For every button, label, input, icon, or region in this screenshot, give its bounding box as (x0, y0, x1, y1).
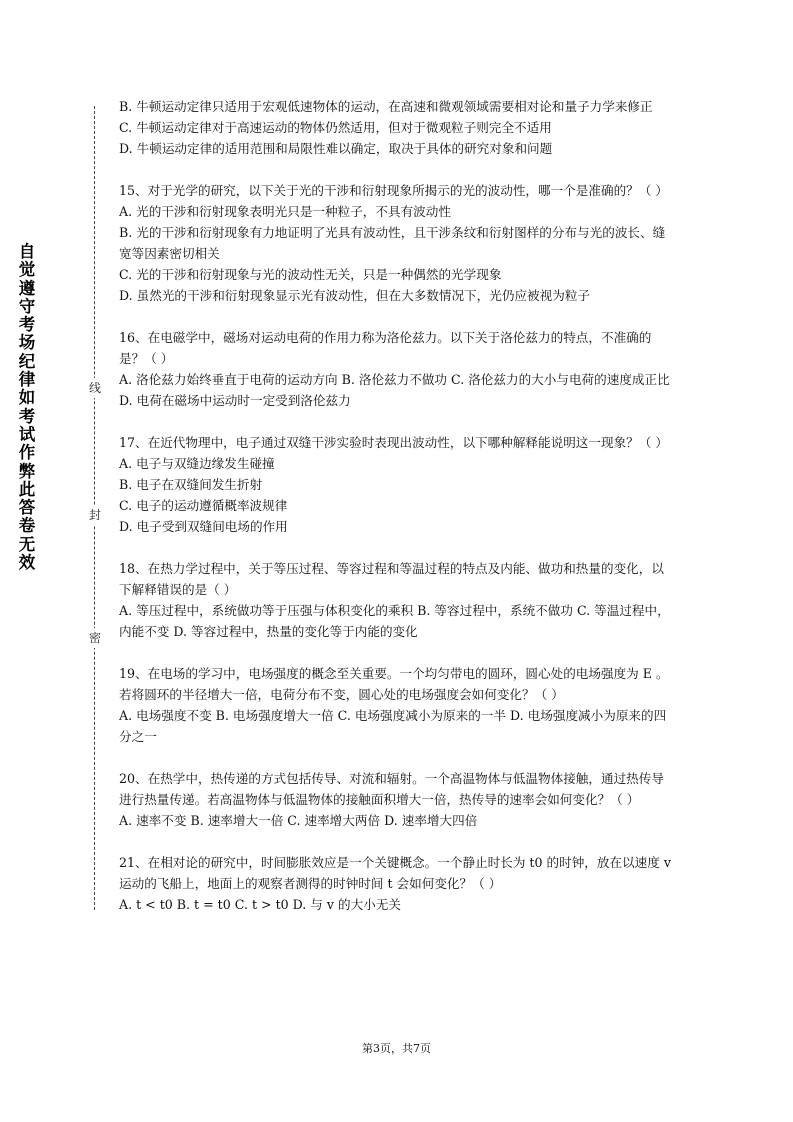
q15-option-a: A. 光的干涉和衍射现象表明光只是一种粒子，不具有波动性 (119, 204, 451, 219)
q17-option-c: C. 电子的运动遵循概率波规律 (119, 498, 288, 513)
exam-discipline-warning: 自 觉 遵 守 考 场 纪 律 如 考 试 作 弊 此 答 卷 无 效 (18, 242, 36, 573)
q15-option-b: B. 光的干涉和衍射现象有力地证明了光具有波动性，且干涉条纹和衍射图样的分布与光的波长、缝宽等因素密切相关 (119, 225, 666, 261)
q21-options: A. t < t0 B. t = t0 C. t > t0 D. 与 v 的大小无关 (119, 897, 401, 912)
q21-stem: 21、在相对论的研究中，时间膨胀效应是一个关键概念。一个静止时长为 t0 的时钟，放在以速度 v 运动的飞船上，地面上的观察者测得的时钟时间 t 会如何变化？（ ） (119, 855, 671, 891)
q20-options: A. 速率不变 B. 速率增大一倍 C. 速率增大两倍 D. 速率增大四倍 (119, 813, 478, 828)
question-15 (119, 180, 675, 306)
question-14-tail (119, 96, 675, 159)
q15-stem: 15、对于光学的研究，以下关于光的干涉和衍射现象所揭示的光的波动性，哪一个是准确的？（ ） (119, 183, 668, 198)
question-20 (119, 768, 675, 831)
q16-options: A. 洛伦兹力始终垂直于电荷的运动方向 B. 洛伦兹力不做功 C. 洛伦兹力的大小与电荷的速度成正比 D. 电荷在磁场中运动时一定受到洛伦兹力 (119, 372, 670, 408)
exam-content (119, 96, 675, 915)
q14-option-b: B. 牛顿运动定律只适用于宏观低速物体的运动，在高速和微观领域需要相对论和量子力学来修正 (119, 99, 653, 114)
q17-option-b: B. 电子在双缝间发生折射 (119, 477, 263, 492)
q19-options: A. 电场强度不变 B. 电场强度增大一倍 C. 电场强度减小为原来的一半 D. 电场强度减小为原来的四分之一 (119, 708, 667, 744)
q17-option-a: A. 电子与双缝边缘发生碰撞 (119, 456, 275, 471)
question-21 (119, 852, 675, 915)
q15-option-c: C. 光的干涉和衍射现象与光的波动性无关，只是一种偶然的光学现象 (119, 267, 502, 282)
q18-stem: 18、在热力学过程中，关于等压过程、等容过程和等温过程的特点及内能、做功和热量的变化，以下解释错误的是（ ） (119, 561, 664, 597)
q14-option-c: C. 牛顿运动定律对于高速运动的物体仍然适用，但对于微观粒子则完全不适用 (119, 120, 552, 135)
q19-stem: 19、在电场的学习中，电场强度的概念至关重要。一个均匀带电的圆环，圆心处的电场强度为 E 。若将圆环的半径增大一倍，电荷分布不变，圆心处的电场强度会如何变化？（ ） (119, 666, 669, 702)
seal-mark-secret: 密 (87, 628, 103, 648)
seal-mark-seal: 封 (87, 505, 103, 525)
question-17 (119, 432, 675, 537)
seal-mark-line: 线 (87, 378, 103, 398)
question-18 (119, 558, 675, 642)
q14-option-d: D. 牛顿运动定律的适用范围和局限性难以确定，取决于具体的研究对象和问题 (119, 141, 553, 156)
page-number: 第3页，共7页 (362, 1042, 431, 1055)
q15-option-d: D. 虽然光的干涉和衍射现象显示光有波动性，但在大多数情况下，光仍应被视为粒子 (119, 288, 591, 303)
q16-stem: 16、在电磁学中，磁场对运动电荷的作用力称为洛伦兹力。以下关于洛伦兹力的特点，不准确的是？（ ） (119, 330, 652, 366)
q18-options: A. 等压过程中，系统做功等于压强与体积变化的乘积 B. 等容过程中，系统不做功 C. 等温过程中，内能不变 D. 等容过程中，热量的变化等于内能的变化 (119, 603, 670, 639)
q20-stem: 20、在热学中，热传递的方式包括传导、对流和辐射。一个高温物体与低温物体接触，通过热传导进行热量传递。若高温物体与低温物体的接触面积增大一倍，热传导的速率会如何变化？（ ） (119, 771, 664, 807)
q17-stem: 17、在近代物理中，电子通过双缝干涉实验时表现出波动性，以下哪种解释能说明这一现象？（ ） (119, 435, 668, 450)
q17-option-d: D. 电子受到双缝间电场的作用 (119, 519, 288, 534)
question-16 (119, 327, 675, 411)
question-19 (119, 663, 675, 747)
